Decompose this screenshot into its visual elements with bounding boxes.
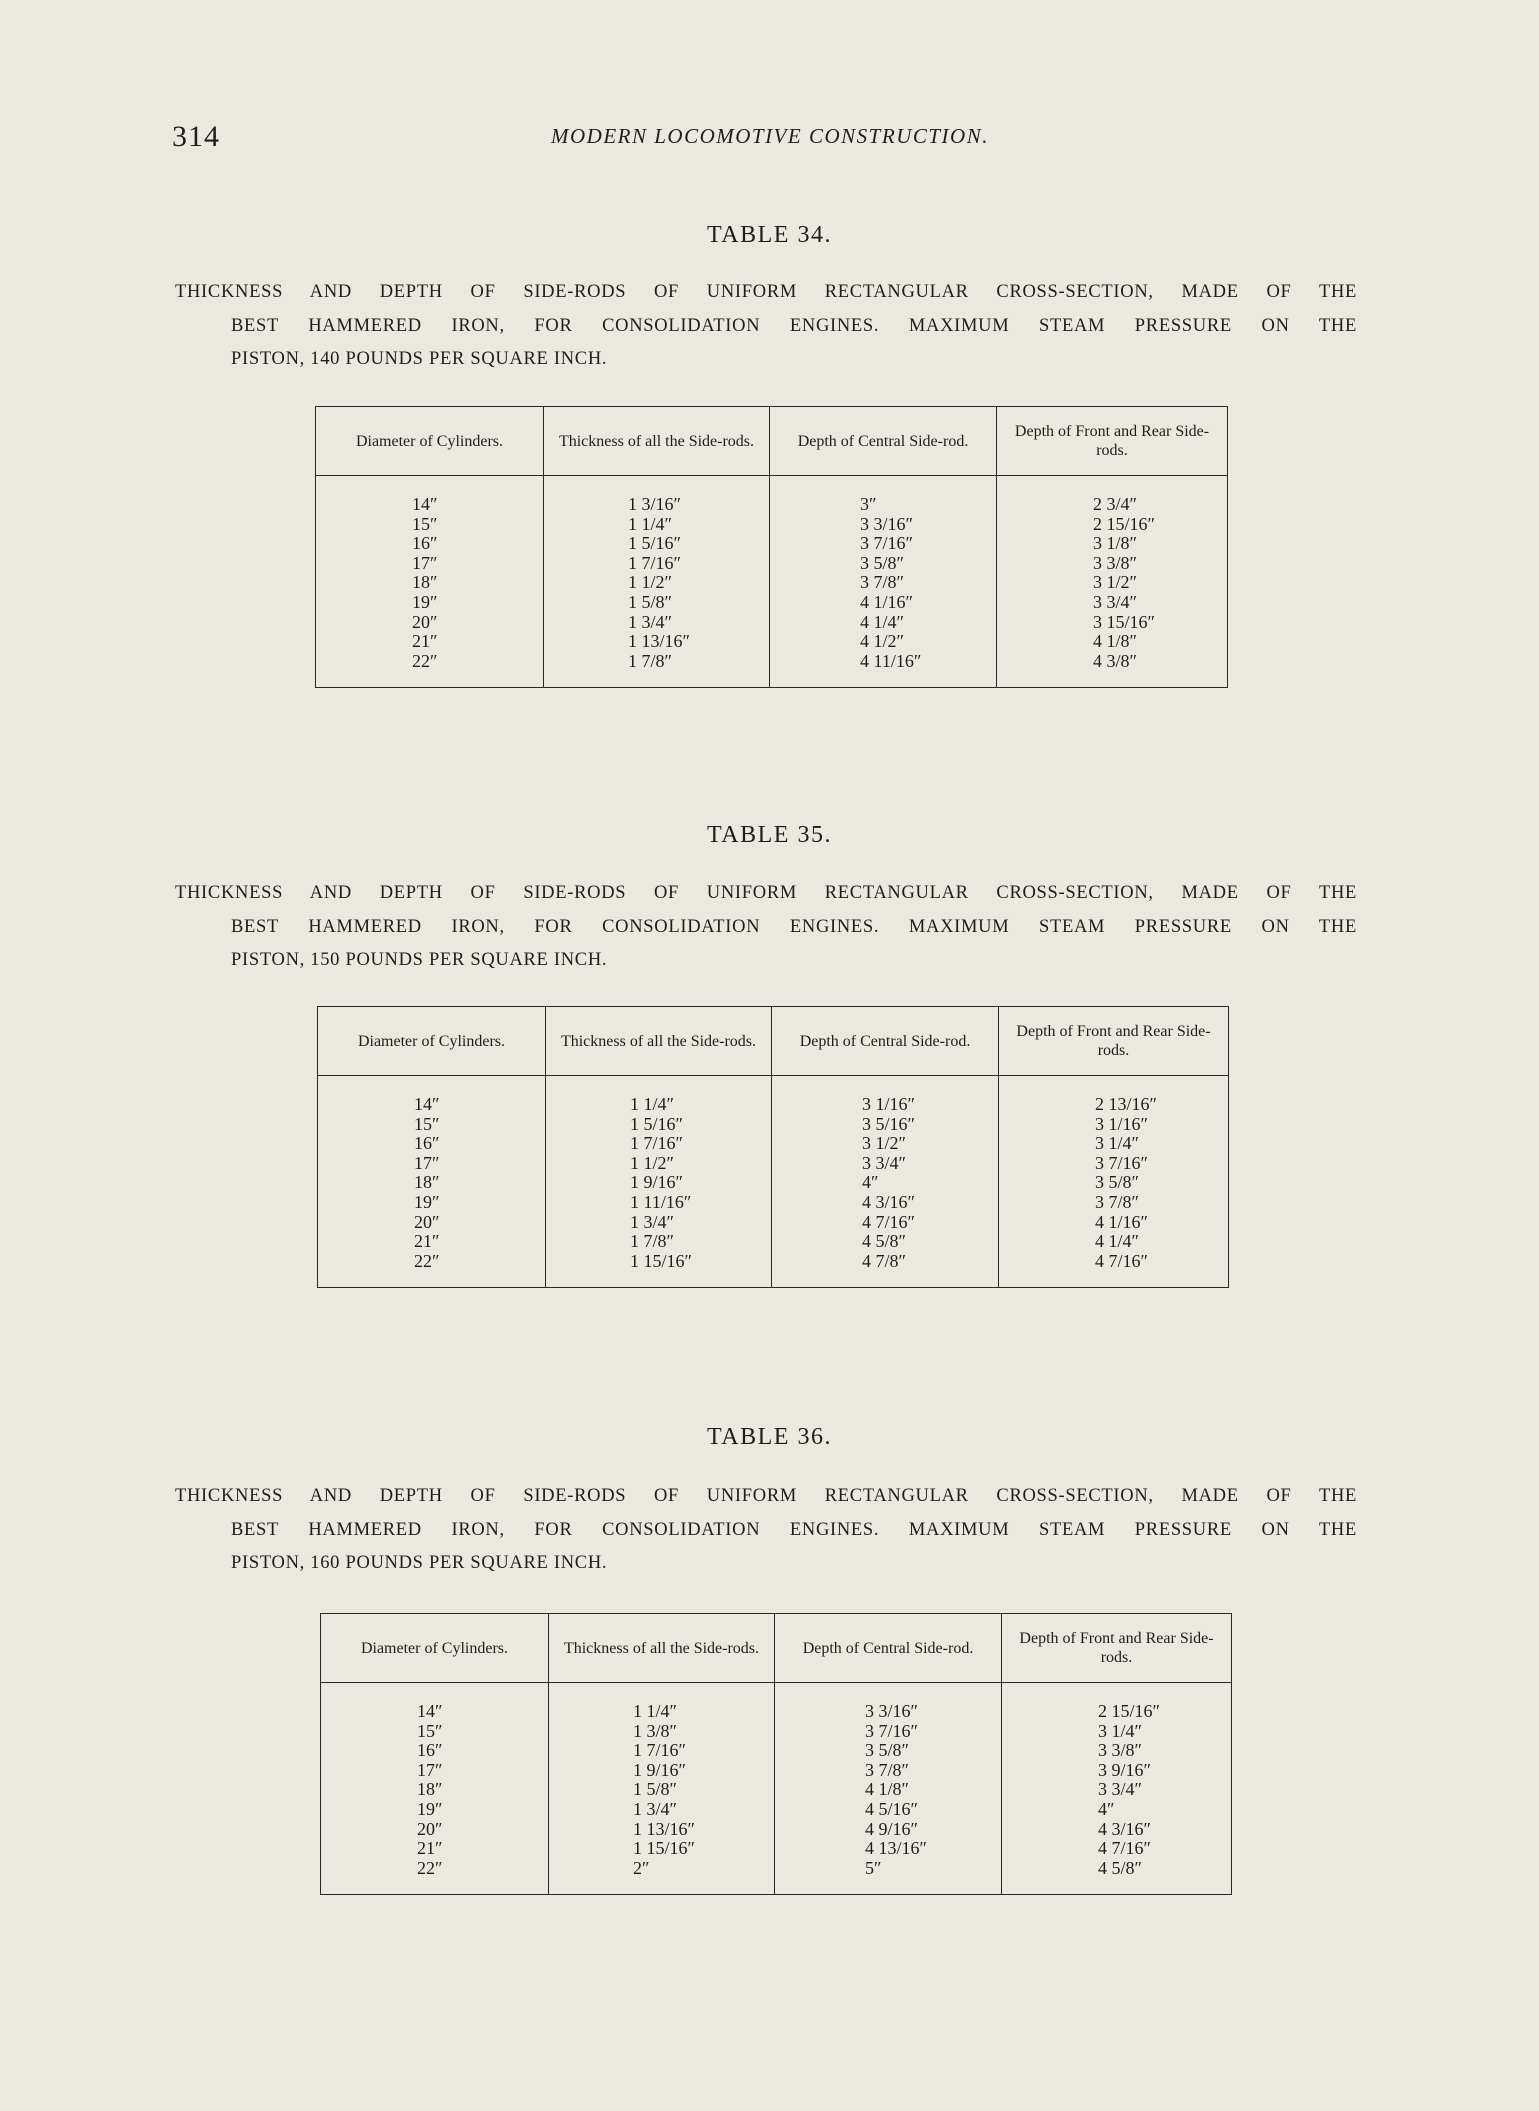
table-cell: 22″ xyxy=(412,650,438,671)
running-header: MODERN LOCOMOTIVE CONSTRUCTION. xyxy=(551,124,989,148)
table-cell: 2 3/4″ xyxy=(1093,494,1137,514)
table-cell: 1 5/8″ xyxy=(628,591,672,612)
table-cell: 22″ xyxy=(417,1857,443,1878)
table-cell: 4 3/16″ xyxy=(1098,1818,1151,1839)
table-35-caption xyxy=(175,877,1357,978)
table-cell: 4 1/4″ xyxy=(860,611,904,632)
caption-line: BEST HAMMERED IRON, FOR CONSOLIDATION ENGINES. MAXIMUM STEAM PRESSURE ON THE xyxy=(231,916,1357,937)
table-cell: 1 3/4″ xyxy=(628,611,672,632)
table-cell: 1 1/2″ xyxy=(630,1152,674,1173)
table-35-title: TABLE 35. xyxy=(707,822,832,848)
table-cell: 3 9/16″ xyxy=(1098,1759,1151,1780)
column-header-thickness: Thickness of all the Side-rods. xyxy=(544,407,770,476)
table-cell: 19″ xyxy=(414,1191,440,1212)
central-depth-column xyxy=(772,1076,999,1288)
table-cell: 1 1/2″ xyxy=(628,572,672,593)
table-cell: 4 1/16″ xyxy=(1095,1211,1148,1232)
thickness-column xyxy=(546,1076,772,1288)
thickness-values xyxy=(549,1683,774,1894)
table-cell: 3 7/8″ xyxy=(865,1759,909,1780)
table-cell: 4 1/2″ xyxy=(860,631,904,652)
table-cell: 22″ xyxy=(414,1250,440,1271)
table-cell: 3 7/16″ xyxy=(860,533,913,554)
table-34-title: TABLE 34. xyxy=(707,222,832,248)
table-cell: 1 7/8″ xyxy=(630,1231,674,1252)
table-cell: 4 5/8″ xyxy=(862,1231,906,1252)
table-cell: 1 7/16″ xyxy=(630,1133,683,1154)
table-cell: 4 7/16″ xyxy=(1098,1838,1151,1859)
table-cell: 3 7/8″ xyxy=(1095,1191,1139,1212)
table-34-caption xyxy=(175,276,1357,377)
table-cell: 4 1/16″ xyxy=(860,591,913,612)
table-cell: 5″ xyxy=(865,1857,882,1878)
front-rear-depth-column xyxy=(997,476,1228,688)
diameter-values xyxy=(318,1076,545,1287)
table-cell: 4 5/8″ xyxy=(1098,1857,1142,1878)
diameter-column xyxy=(316,476,544,688)
table-cell: 16″ xyxy=(412,533,438,554)
table-cell: 2 13/16″ xyxy=(1095,1094,1157,1114)
front-rear-depth-values xyxy=(999,1076,1228,1287)
central-depth-values xyxy=(772,1076,998,1287)
table-cell: 3 1/16″ xyxy=(1095,1113,1148,1134)
table-cell: 17″ xyxy=(412,552,438,573)
table-cell: 3 3/16″ xyxy=(865,1701,918,1721)
table-cell: 21″ xyxy=(412,631,438,652)
caption-line: THICKNESS AND DEPTH OF SIDE-RODS OF UNIFORM RECTANGULAR CROSS-SECTION, MADE OF THE xyxy=(175,1486,1357,1506)
table-cell: 3 5/8″ xyxy=(865,1740,909,1761)
table-cell: 4 9/16″ xyxy=(865,1818,918,1839)
table-cell: 3 1/2″ xyxy=(862,1133,906,1154)
table-36-caption xyxy=(175,1480,1357,1581)
table-cell: 19″ xyxy=(412,591,438,612)
table-cell: 3 3/4″ xyxy=(1098,1779,1142,1800)
table-cell: 4 7/8″ xyxy=(862,1250,906,1271)
table-cell: 2 15/16″ xyxy=(1093,513,1155,534)
table-cell: 1 3/4″ xyxy=(630,1211,674,1232)
table-cell: 1 13/16″ xyxy=(633,1818,695,1839)
table-cell: 3 3/8″ xyxy=(1093,552,1137,573)
caption-line: PISTON, 140 POUNDS PER SQUARE INCH. xyxy=(231,349,608,369)
table-cell: 21″ xyxy=(414,1231,440,1252)
table-cell: 4 1/4″ xyxy=(1095,1231,1139,1252)
table-cell: 14″ xyxy=(417,1701,443,1721)
column-header-front-rear-depth: Depth of Front and Rear Side-rods. xyxy=(1002,1614,1232,1683)
front-rear-depth-column xyxy=(999,1076,1229,1288)
central-depth-values xyxy=(775,1683,1001,1894)
caption-line: PISTON, 160 POUNDS PER SQUARE INCH. xyxy=(231,1553,608,1573)
table-cell: 3″ xyxy=(860,494,877,514)
table-cell: 3 7/16″ xyxy=(865,1720,918,1741)
table-cell: 20″ xyxy=(414,1211,440,1232)
table-cell: 3 3/4″ xyxy=(862,1152,906,1173)
table-cell: 17″ xyxy=(417,1759,443,1780)
table-cell: 3 15/16″ xyxy=(1093,611,1155,632)
table-cell: 1 5/16″ xyxy=(630,1113,683,1134)
table-cell: 14″ xyxy=(412,494,438,514)
table-cell: 18″ xyxy=(417,1779,443,1800)
caption-line: THICKNESS AND DEPTH OF SIDE-RODS OF UNIFORM RECTANGULAR CROSS-SECTION, MADE OF THE xyxy=(175,883,1357,903)
table-cell: 16″ xyxy=(417,1740,443,1761)
table-cell: 3 3/4″ xyxy=(1093,591,1137,612)
table-cell: 4 11/16″ xyxy=(860,650,922,671)
table-cell: 20″ xyxy=(417,1818,443,1839)
column-header-thickness: Thickness of all the Side-rods. xyxy=(549,1614,775,1683)
table-cell: 21″ xyxy=(417,1838,443,1859)
table-cell: 14″ xyxy=(414,1094,440,1114)
front-rear-depth-values xyxy=(1002,1683,1231,1894)
column-header-diameter: Diameter of Cylinders. xyxy=(318,1007,546,1076)
table-cell: 1 15/16″ xyxy=(633,1838,695,1859)
table-cell: 3 5/8″ xyxy=(1095,1172,1139,1193)
table-cell: 3 1/16″ xyxy=(862,1094,915,1114)
table-cell: 2 15/16″ xyxy=(1098,1701,1160,1721)
column-header-central-depth: Depth of Central Side-rod. xyxy=(770,407,997,476)
table-cell: 15″ xyxy=(414,1113,440,1134)
table-cell: 18″ xyxy=(414,1172,440,1193)
column-header-thickness: Thickness of all the Side-rods. xyxy=(546,1007,772,1076)
table-cell: 15″ xyxy=(417,1720,443,1741)
table-cell: 4 7/16″ xyxy=(862,1211,915,1232)
table-cell: 3 1/4″ xyxy=(1098,1720,1142,1741)
thickness-values xyxy=(544,476,769,687)
thickness-values xyxy=(546,1076,771,1287)
table-cell: 3 1/4″ xyxy=(1095,1133,1139,1154)
table-cell: 1 3/16″ xyxy=(628,494,681,514)
table-cell: 1 5/16″ xyxy=(628,533,681,554)
table-cell: 3 1/8″ xyxy=(1093,533,1137,554)
column-header-front-rear-depth: Depth of Front and Rear Side-rods. xyxy=(997,407,1228,476)
table-cell: 3 1/2″ xyxy=(1093,572,1137,593)
table-cell: 4 5/16″ xyxy=(865,1798,918,1819)
table-cell: 1 3/4″ xyxy=(633,1798,677,1819)
table-cell: 1 13/16″ xyxy=(628,631,690,652)
table-cell: 18″ xyxy=(412,572,438,593)
table-cell: 3 7/16″ xyxy=(1095,1152,1148,1173)
central-depth-column xyxy=(770,476,997,688)
table-cell: 1 7/8″ xyxy=(628,650,672,671)
table-cell: 4″ xyxy=(1098,1798,1115,1819)
central-depth-values xyxy=(770,476,996,687)
column-header-diameter: Diameter of Cylinders. xyxy=(321,1614,549,1683)
table-cell: 4 1/8″ xyxy=(865,1779,909,1800)
front-rear-depth-column xyxy=(1002,1683,1232,1895)
table-cell: 3 5/16″ xyxy=(862,1113,915,1134)
table-cell: 4 3/8″ xyxy=(1093,650,1137,671)
table-34 xyxy=(315,406,1228,688)
thickness-column xyxy=(544,476,770,688)
table-cell: 1 3/8″ xyxy=(633,1720,677,1741)
caption-line: PISTON, 150 POUNDS PER SQUARE INCH. xyxy=(231,950,608,970)
table-cell: 1 7/16″ xyxy=(628,552,681,573)
table-cell: 4 7/16″ xyxy=(1095,1250,1148,1271)
table-cell: 1 15/16″ xyxy=(630,1250,692,1271)
diameter-values xyxy=(321,1683,548,1894)
caption-line: BEST HAMMERED IRON, FOR CONSOLIDATION ENGINES. MAXIMUM STEAM PRESSURE ON THE xyxy=(231,1519,1357,1540)
diameter-column xyxy=(321,1683,549,1895)
caption-line: THICKNESS AND DEPTH OF SIDE-RODS OF UNIFORM RECTANGULAR CROSS-SECTION, MADE OF THE xyxy=(175,282,1357,302)
front-rear-depth-values xyxy=(997,476,1227,687)
column-header-central-depth: Depth of Central Side-rod. xyxy=(772,1007,999,1076)
table-cell: 1 9/16″ xyxy=(630,1172,683,1193)
column-header-diameter: Diameter of Cylinders. xyxy=(316,407,544,476)
table-cell: 15″ xyxy=(412,513,438,534)
page-number: 314 xyxy=(172,120,220,153)
table-cell: 3 7/8″ xyxy=(860,572,904,593)
table-35 xyxy=(317,1006,1229,1288)
table-cell: 17″ xyxy=(414,1152,440,1173)
table-cell: 4 1/8″ xyxy=(1093,631,1137,652)
table-cell: 4 3/16″ xyxy=(862,1191,915,1212)
table-cell: 2″ xyxy=(633,1857,650,1878)
table-cell: 20″ xyxy=(412,611,438,632)
column-header-central-depth: Depth of Central Side-rod. xyxy=(775,1614,1002,1683)
central-depth-column xyxy=(775,1683,1002,1895)
table-cell: 1 1/4″ xyxy=(633,1701,677,1721)
diameter-column xyxy=(318,1076,546,1288)
diameter-values xyxy=(316,476,543,687)
caption-line: BEST HAMMERED IRON, FOR CONSOLIDATION ENGINES. MAXIMUM STEAM PRESSURE ON THE xyxy=(231,315,1357,336)
table-cell: 1 5/8″ xyxy=(633,1779,677,1800)
table-cell: 19″ xyxy=(417,1798,443,1819)
table-cell: 16″ xyxy=(414,1133,440,1154)
table-cell: 4″ xyxy=(862,1172,879,1193)
table-cell: 4 13/16″ xyxy=(865,1838,927,1859)
table-36 xyxy=(320,1613,1232,1895)
table-36-title: TABLE 36. xyxy=(707,1424,832,1450)
thickness-column xyxy=(549,1683,775,1895)
table-cell: 3 3/8″ xyxy=(1098,1740,1142,1761)
table-cell: 3 3/16″ xyxy=(860,513,913,534)
table-cell: 1 9/16″ xyxy=(633,1759,686,1780)
table-cell: 1 7/16″ xyxy=(633,1740,686,1761)
table-cell: 1 1/4″ xyxy=(630,1094,674,1114)
table-cell: 1 11/16″ xyxy=(630,1191,692,1212)
table-cell: 1 1/4″ xyxy=(628,513,672,534)
table-cell: 3 5/8″ xyxy=(860,552,904,573)
column-header-front-rear-depth: Depth of Front and Rear Side-rods. xyxy=(999,1007,1229,1076)
